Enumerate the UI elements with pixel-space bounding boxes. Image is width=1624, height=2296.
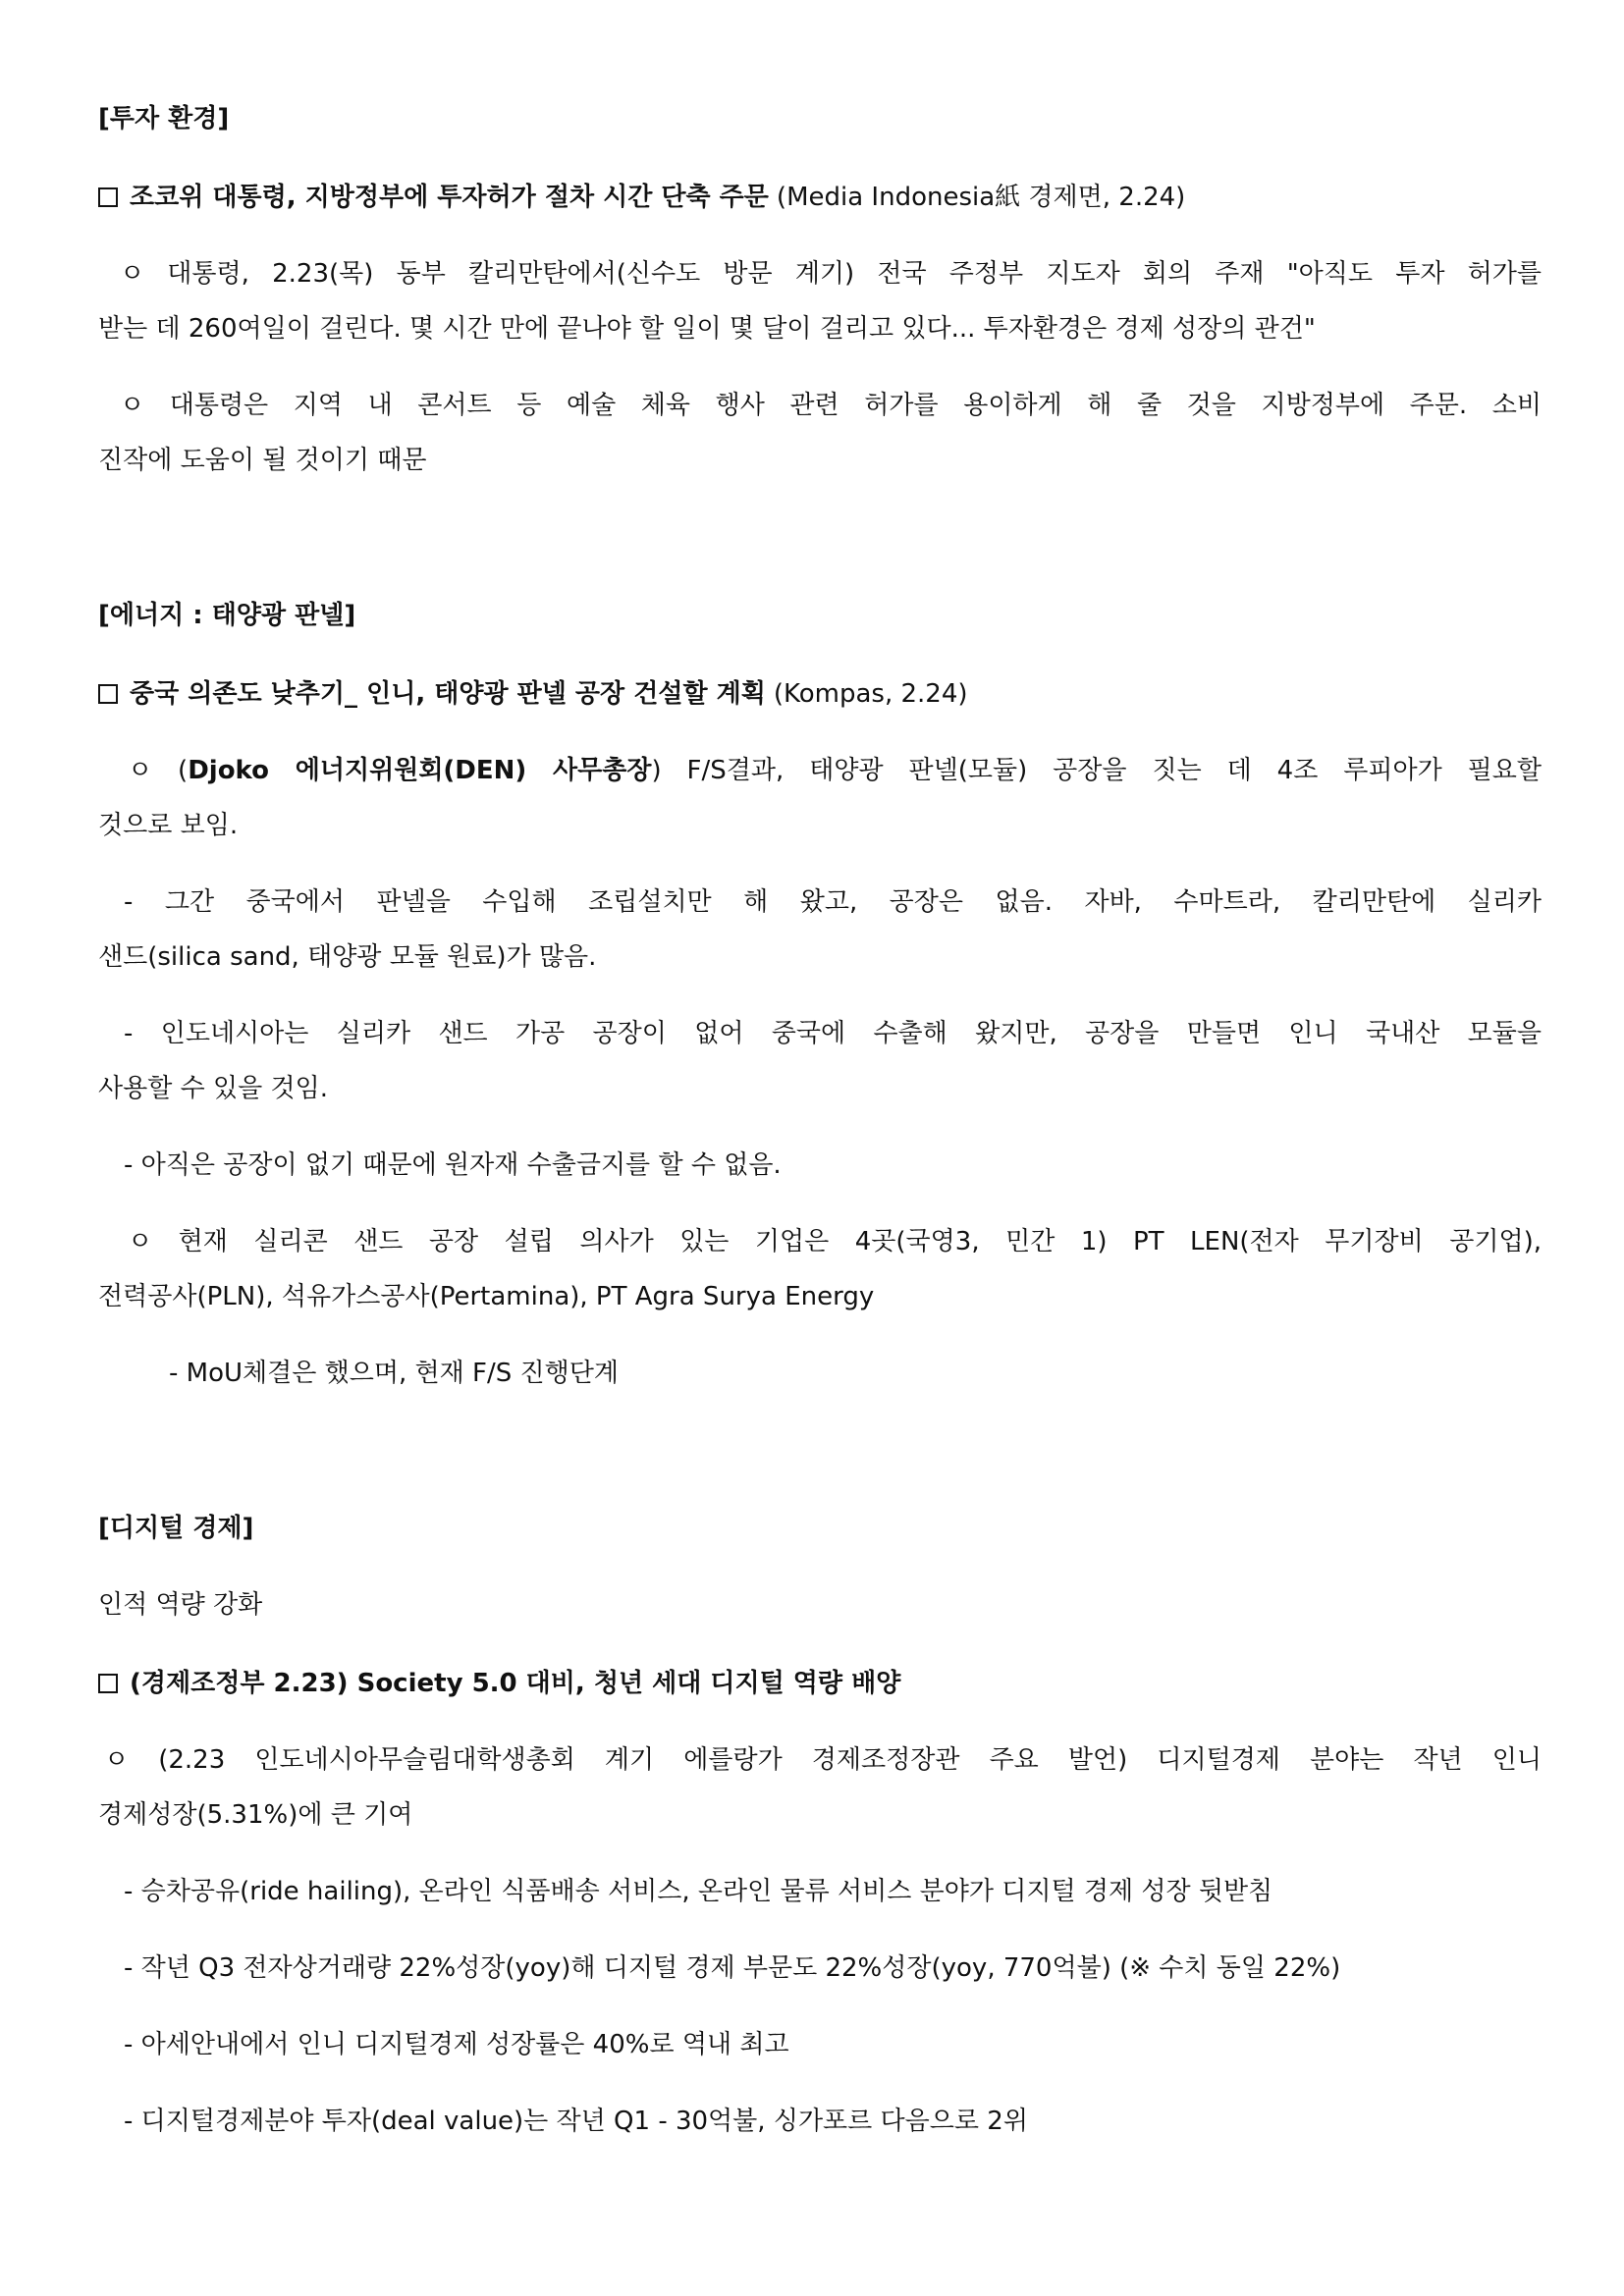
dash-item-line: - 승차공유(ride hailing), 온라인 식품배송 서비스, 온라인 물류 서비스 분야가 디지털 경제 성장 뒷받침 xyxy=(124,1877,1273,1906)
dash-item-line: - 인도네시아는 실리카 샌드 가공 공장이 없어 중국에 수출해 왔지만, 공장을 만들면 인니 국내산 모듈을 xyxy=(124,1019,1542,1048)
dash-item-line: - 그간 중국에서 판넬을 수입해 조립설치만 해 왔고, 공장은 없음. 자바, 수마트라, 칼리만탄에 실리카 xyxy=(124,887,1542,917)
dash-item-line: - 디지털경제분야 투자(deal value)는 작년 Q1 - 30억불, 싱가포르 다음으로 2위 xyxy=(124,2107,1028,2136)
article-title-energy xyxy=(98,677,1542,711)
article-title-digital xyxy=(98,1667,1542,1700)
paragraph-line xyxy=(128,754,1542,787)
dash-item-line: 샌드(silica sand, 태양광 모듈 원료)가 많음. xyxy=(98,942,597,972)
checkbox-square-icon xyxy=(98,684,118,704)
paragraph-line: 진작에 도움이 될 것이기 때문 xyxy=(98,446,427,475)
dash-item-line: - 아세안내에서 인니 디지털경제 성장률은 40%로 역내 최고 xyxy=(124,2030,789,2059)
bullet-prefix: ㅇ ( xyxy=(128,756,189,785)
dash-item-line: - 아직은 공장이 없기 때문에 원자재 수출금지를 할 수 없음. xyxy=(124,1150,782,1180)
dash-item-line: - MoU체결은 했으며, 현재 F/S 진행단계 xyxy=(169,1359,619,1388)
checkbox-square-icon xyxy=(98,1674,118,1693)
section-heading-energy: [에너지 : 태양광 판넬] xyxy=(98,601,356,630)
subheading: 인적 역량 강화 xyxy=(98,1590,263,1620)
section-heading-investment: [투자 환경] xyxy=(98,104,230,133)
dash-item-line: 사용할 수 있을 것임. xyxy=(98,1074,328,1103)
checkbox-square-icon xyxy=(98,187,118,207)
paragraph-line: ㅇ (2.23 인도네시아무슬림대학생총회 계기 에를랑가 경제조정장관 주요 발언) 디지털경제 분야는 작년 인니 xyxy=(104,1745,1542,1775)
article-title-investment xyxy=(98,181,1542,214)
source-citation: (Kompas, 2.24) xyxy=(773,679,968,709)
title-text: (경제조정부 2.23) Society 5.0 대비, 청년 세대 디지털 역량 배양 xyxy=(130,1669,901,1698)
dash-item-line: - 작년 Q3 전자상거래량 22%성장(yoy)해 디지털 경제 부문도 22%성장(yoy, 770억불) (※ 수치 동일 22%) xyxy=(124,1953,1341,1983)
paragraph-line: ㅇ 대통령은 지역 내 콘서트 등 예술 체육 행사 관련 허가를 용이하게 해 줄 것을 지방정부에 주문. 소비 xyxy=(120,391,1542,420)
paragraph-text: ) F/S결과, 태양광 판넬(모듈) 공장을 짓는 데 4조 루피아가 필요할 xyxy=(651,756,1542,785)
bold-speaker: Djoko 에너지위원회(DEN) 사무총장 xyxy=(188,756,652,785)
section-heading-digital: [디지털 경제] xyxy=(98,1514,254,1543)
paragraph-line: ㅇ 대통령, 2.23(목) 동부 칼리만탄에서(신수도 방문 계기) 전국 주정부 지도자 회의 주재 "아직도 투자 허가를 xyxy=(120,259,1542,289)
title-text: 중국 의존도 낮추기_ 인니, 태양광 판넬 공장 건설할 계획 xyxy=(130,679,766,709)
paragraph-line: ㅇ 현재 실리콘 샌드 공장 설립 의사가 있는 기업은 4곳(국영3, 민간 1) PT LEN(전자 무기장비 공기업), xyxy=(128,1227,1542,1256)
paragraph-line: 받는 데 260여일이 걸린다. 몇 시간 만에 끝나야 할 일이 몇 달이 걸리고 있다... 투자환경은 경제 성장의 관건" xyxy=(98,314,1316,344)
paragraph-line: 것으로 보임. xyxy=(98,811,239,840)
paragraph-line: 전력공사(PLN), 석유가스공사(Pertamina), PT Agra Surya Energy xyxy=(98,1282,875,1311)
source-citation: (Media Indonesia紙 경제면, 2.24) xyxy=(776,183,1186,212)
paragraph-line: 경제성장(5.31%)에 큰 기여 xyxy=(98,1800,413,1830)
title-text: 조코위 대통령, 지방정부에 투자허가 절차 시간 단축 주문 xyxy=(130,183,769,212)
